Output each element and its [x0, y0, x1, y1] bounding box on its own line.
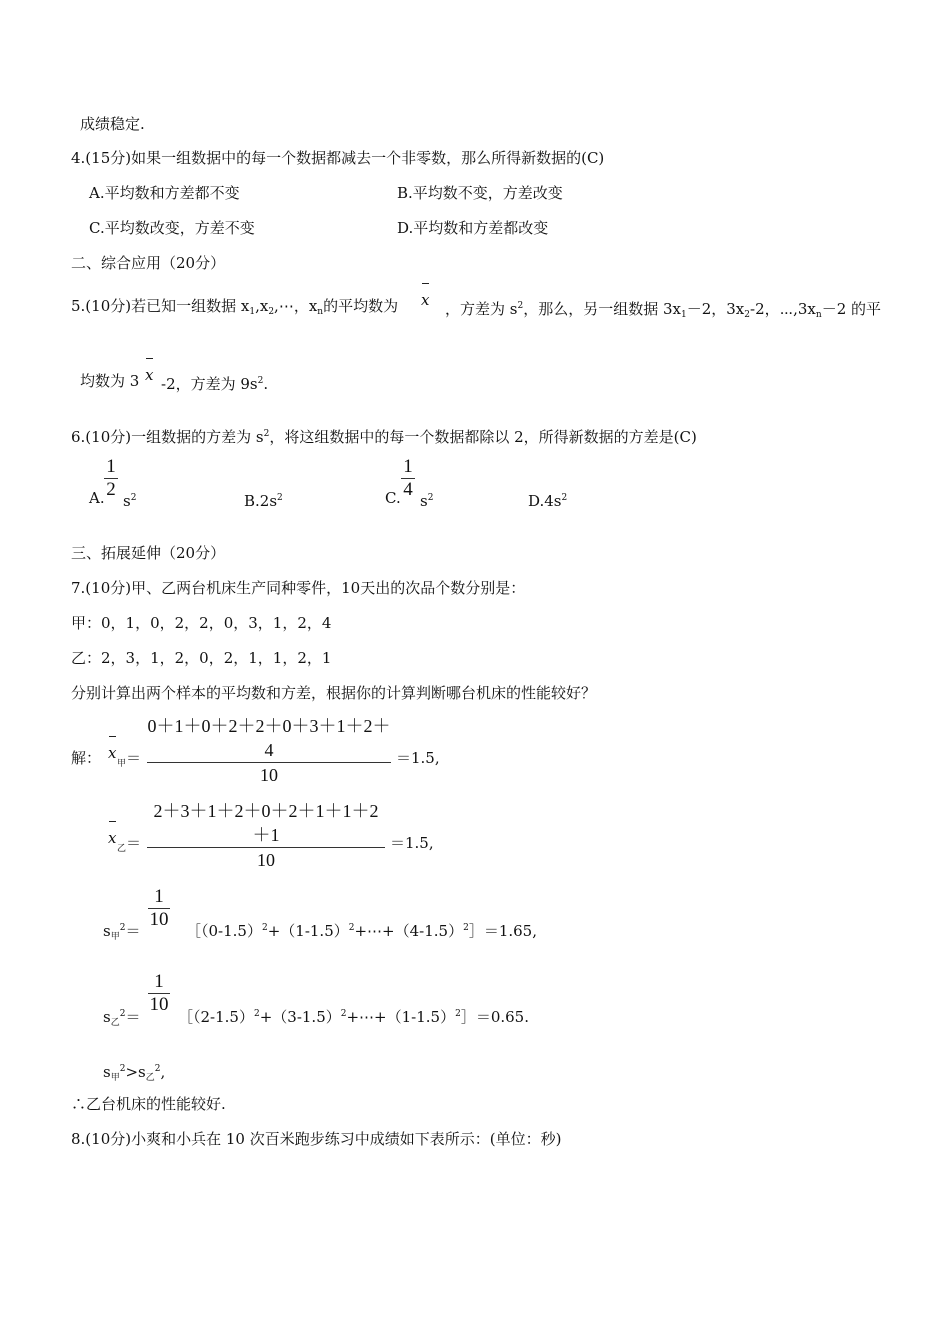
question-5: 5.(10分)若已知一组数据 $x_1,x_2,\cdots$，$x_n$的平均数为 — [71, 297, 399, 317]
fraction-one-tenth: 1 10 — [149, 971, 169, 1015]
q6-option-a-s: $s^2$ — [123, 492, 137, 510]
q5-answer-b: -2，方差为 $9s^2$. — [161, 375, 269, 393]
question-6: 6.(10分)一组数据的方差为 $s^2$，将这组数据中的每一个数据都除以 2，所得新数据的方差是(C) — [71, 428, 697, 446]
q6-option-b: $B.2s^2$ — [244, 492, 283, 510]
q4-option-a: A.平均数和方差都不变 — [89, 184, 240, 202]
q4-option-b: B.平均数不变，方差改变 — [397, 184, 563, 202]
q6-option-a-label: A. — [89, 489, 105, 507]
question-8: 8.(10分)小爽和小兵在 10 次百米跑步练习中成绩如下表所示：(单位：秒) — [71, 1130, 562, 1148]
x-bar-symbol: x — [108, 829, 117, 847]
q7-data-jia: 甲：0，1，0，2，2，0，3，1，2，4 — [71, 614, 332, 632]
question-7: 7.(10分)甲、乙两台机床生产同种零件，10天出的次品个数分别是： — [71, 579, 526, 597]
section-2-heading: 二、综合应用（20分） — [71, 254, 226, 272]
mean-jia-value: ＝1.5, — [396, 749, 440, 767]
q6-option-d: $D.4s^2$ — [528, 492, 568, 510]
stable-line: 成绩稳定. — [80, 115, 145, 133]
variance-yi-lhs: $s_乙^2=$ — [103, 1008, 141, 1028]
fraction-one-tenth: 1 10 — [149, 886, 169, 930]
mean-yi-lhs: $_乙$＝ — [117, 834, 142, 854]
conclusion: ∴乙台机床的性能较好. — [71, 1095, 226, 1113]
x-bar-symbol: x — [421, 291, 430, 309]
fraction-one-half: 1 2 — [104, 456, 118, 501]
section-3-heading: 三、拓展延伸（20分） — [71, 544, 226, 562]
fraction-one-quarter: 1 4 — [401, 456, 415, 501]
q6-option-c-s: $s^2$ — [420, 492, 434, 510]
variance-yi-expr: $[(2-1.5)^2+(3-1.5)^2+\cdots+(1-1.5)^2]=0.65$. — [178, 1008, 529, 1026]
q6-option-c-label: C. — [385, 489, 401, 507]
question-4: 4.(15分)如果一组数据中的每一个数据都减去一个非零数，那么所得新数据的(C) — [71, 149, 605, 167]
variance-comparison: $s_甲^2>s_乙^2$, — [103, 1063, 166, 1083]
q7-question: 分别计算出两个样本的平均数和方差，根据你的计算判断哪台机床的性能较好？ — [71, 684, 597, 702]
variance-jia-expr: $[(0-1.5)^2+(1-1.5)^2+\cdots+(4-1.5)^2]=1.65$, — [186, 922, 537, 940]
x-bar-symbol: x — [145, 366, 154, 384]
q4-option-d: D.平均数和方差都改变 — [397, 219, 549, 237]
q7-data-yi: 乙：2，3，1，2，0，2，1，1，2，1 — [71, 649, 332, 667]
solution-label: 解： — [71, 749, 102, 767]
q4-option-c: C.平均数改变，方差不变 — [89, 219, 255, 237]
mean-jia-fraction: 0＋1＋0＋2＋2＋0＋3＋1＋2＋4 10 — [147, 716, 391, 785]
x-bar-symbol: x — [108, 744, 117, 762]
mean-yi-fraction: 2＋3＋1＋2＋0＋2＋1＋1＋2＋1 10 — [147, 799, 385, 872]
q5-answer-a: 均数为 3 — [80, 372, 140, 390]
mean-jia-lhs: $_甲$＝ — [117, 749, 142, 769]
question-5-cont: ，方差为 $s^2$，那么，另一组数据 $3x_1-2$，$3x_2-2$，$\cdots,3x_n-2$ 的平 — [445, 300, 881, 320]
variance-jia-lhs: $s_甲^2=$ — [103, 922, 141, 942]
mean-yi-value: ＝1.5, — [390, 834, 434, 852]
